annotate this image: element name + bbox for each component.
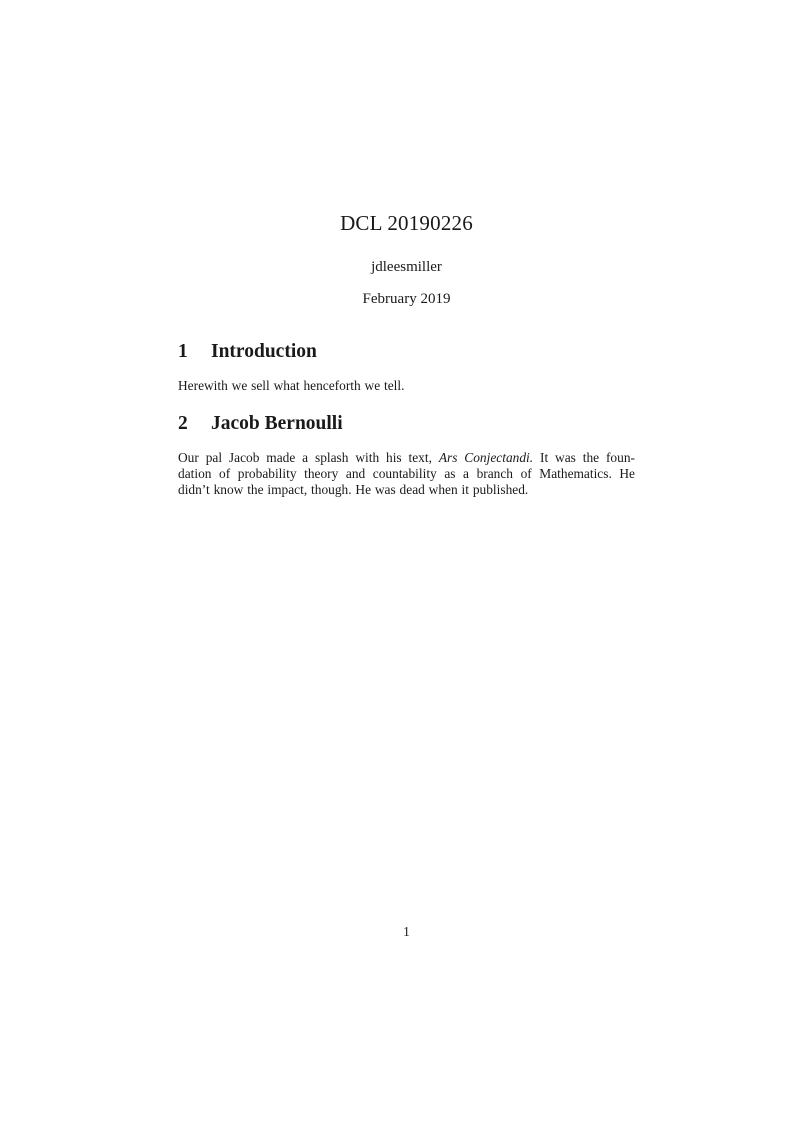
- paragraph-line-1: [178, 450, 635, 466]
- paragraph-line-3: didn’t know the impact, though. He was dead when it published.: [178, 482, 529, 497]
- paragraph-text: It was the foun-: [533, 450, 635, 465]
- section-number: 2: [178, 413, 188, 434]
- document-title: DCL 20190226: [340, 211, 473, 235]
- bernoulli-paragraph: [178, 450, 635, 498]
- italic-book-title: Ars Conjectandi.: [438, 450, 534, 465]
- section-title: Jacob Bernoulli: [211, 413, 343, 434]
- section-heading-introduction: [178, 341, 635, 363]
- section-number: 1: [178, 341, 188, 362]
- document-author: jdleesmiller: [371, 259, 442, 275]
- paragraph-text: Our pal Jacob made a splash with his text,: [178, 450, 439, 465]
- section-title: Introduction: [211, 341, 317, 362]
- introduction-paragraph: Herewith we sell what henceforth we tell.: [178, 378, 405, 393]
- text-column: [178, 0, 635, 1123]
- page-number: 1: [403, 924, 410, 939]
- document-date: February 2019: [362, 291, 451, 307]
- section-heading-jacob-bernoulli: [178, 413, 635, 435]
- paragraph-line-2: dation of probability theory and countability as a branch of Mathematics. He: [178, 466, 635, 481]
